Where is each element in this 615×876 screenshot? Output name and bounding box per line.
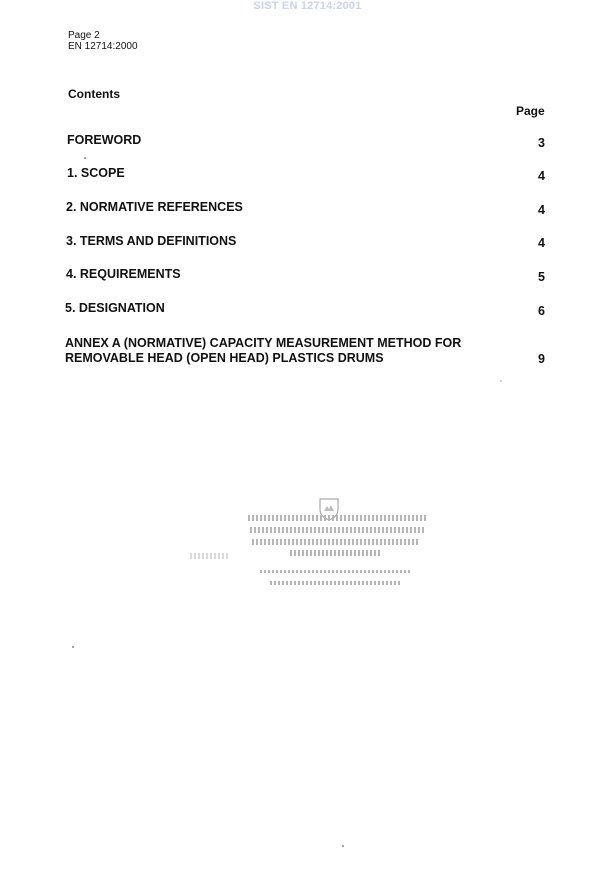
toc-entry-scope: 1. SCOPE: [67, 166, 125, 180]
page-number: Page 2: [68, 30, 100, 41]
toc-page-annex-a: 9: [538, 352, 545, 366]
toc-page-scope: 4: [538, 169, 545, 183]
toc-entry-foreword: FOREWORD: [67, 133, 142, 147]
standard-number: EN 12714:2000: [68, 41, 138, 52]
page-column-header: Page: [516, 104, 545, 118]
toc-page-foreword: 3: [538, 136, 545, 150]
contents-title: Contents: [68, 87, 120, 101]
annex-line-2: REMOVABLE HEAD (OPEN HEAD) PLASTICS DRUMS: [65, 351, 384, 365]
toc-page-terms-definitions: 4: [538, 236, 545, 250]
toc-entry-requirements: 4. REQUIREMENTS: [66, 267, 181, 281]
toc-page-designation: 6: [538, 304, 545, 318]
toc-entry-annex-a: [65, 336, 461, 366]
toc-page-requirements: 5: [538, 270, 545, 284]
toc-entry-terms-definitions: 3. TERMS AND DEFINITIONS: [66, 234, 237, 248]
toc-entry-normative-references: 2. NORMATIVE REFERENCES: [66, 200, 243, 214]
toc-page-normative-references: 4: [538, 203, 545, 217]
page-header: [68, 30, 138, 52]
annex-line-1: ANNEX A (NORMATIVE) CAPACITY MEASUREMENT METHOD FOR: [65, 336, 462, 350]
toc-entry-designation: 5. DESIGNATION: [65, 301, 165, 315]
official-stamp: [190, 495, 440, 595]
watermark-text: SIST EN 12714:2001: [253, 0, 362, 12]
